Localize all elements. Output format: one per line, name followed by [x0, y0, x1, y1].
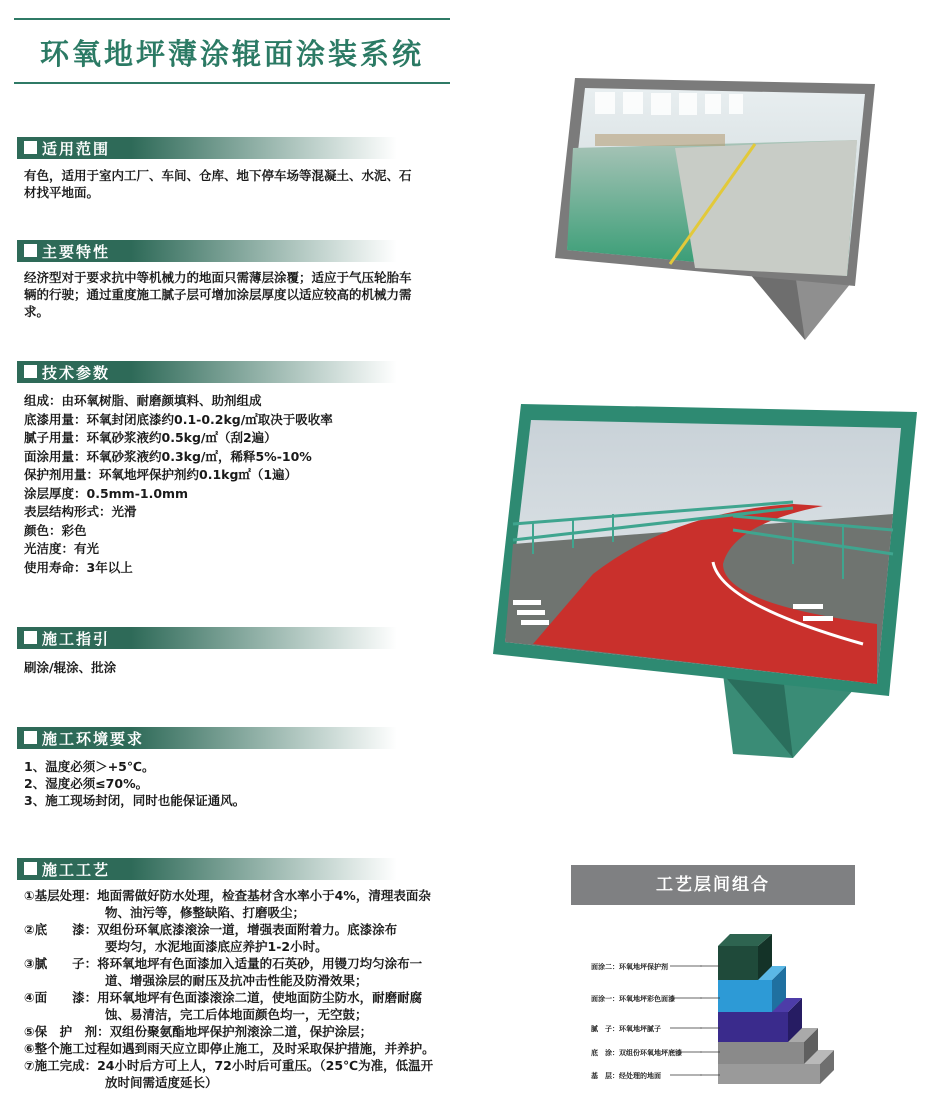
- spec-line: 保护剂用量：环氧地坪保护剂约0.1kg㎡（1遍）: [24, 467, 298, 482]
- square-bullet-icon: [24, 862, 37, 875]
- specs-text: [24, 392, 333, 577]
- step-label: ⑤保 护 剂：: [24, 1024, 110, 1039]
- layer-base: [718, 1064, 820, 1084]
- step-label: ④面 漆：: [24, 990, 98, 1005]
- layer-diagram-title: 工艺层间组合: [656, 875, 770, 895]
- title-rule-top: [14, 18, 450, 20]
- section-heading: 施工指引: [42, 630, 111, 648]
- text-line: 1、温度必须＞+5℃。: [24, 759, 155, 774]
- text-line: 辆的行驶；通过重度施工腻子层可增加涂层厚度以适应较高的机械力需: [24, 287, 412, 302]
- spec-line: 面涂用量：环氧砂浆液约0.3kg/㎡，稀释5%-10%: [24, 448, 312, 464]
- section-header-specs: [17, 361, 397, 383]
- spec-line: 组成：由环氧树脂、耐磨颜填料、助剂组成: [24, 393, 262, 408]
- text-line: 3、施工现场封闭，同时也能保证通风。: [24, 793, 246, 808]
- title-block: [14, 18, 450, 84]
- section-heading: 技术参数: [42, 364, 111, 382]
- section-heading: 施工工艺: [42, 861, 111, 879]
- layer-label: 腻 子：环氧地坪腻子: [591, 1025, 661, 1033]
- process-step: [24, 989, 494, 1006]
- spec-line: 底漆用量：环氧封闭底漆约0.1-0.2kg/㎡取决于吸收率: [24, 411, 333, 427]
- layer-primer: [718, 1042, 804, 1064]
- square-bullet-icon: [24, 731, 37, 744]
- text-line: 经济型对于要求抗中等机械力的地面只需薄层涂覆；适应于气压轮胎车: [24, 270, 412, 285]
- step-label: ③腻 子：: [24, 956, 98, 971]
- section-header-environment: [17, 727, 397, 749]
- step-text: 道、增强涂层的耐压及抗冲击性能及防滑效果；: [105, 973, 368, 988]
- step-text: 地面需做好防水处理，检查基材含水率小于4%，清理表面杂: [97, 888, 431, 903]
- layer-label: 面涂一：环氧地坪彩色面漆: [591, 995, 675, 1003]
- layer-topcoat-2: [718, 946, 758, 980]
- square-bullet-icon: [24, 141, 37, 154]
- process-steps: [24, 887, 494, 1091]
- process-step: [24, 887, 494, 904]
- step-text: 将环氧地坪有色面漆加入适量的石英砂，用镘刀均匀涂布一: [97, 956, 423, 971]
- page-title: 环氧地坪薄涂辊面涂装系统: [40, 37, 425, 71]
- layer-putty: [718, 1012, 788, 1042]
- step-text: 双组份环氧底漆滚涂一道，增强表面附着力。底漆涂布: [97, 922, 398, 937]
- section-header-features: [17, 240, 397, 262]
- process-step: [24, 955, 494, 972]
- section-header-scope: [17, 137, 397, 159]
- step-text: 蚀、易清洁，完工后体地面颜色均一，无空鼓；: [105, 1007, 368, 1022]
- title-rule-bottom: [14, 82, 450, 84]
- section-heading: 主要特性: [42, 243, 111, 261]
- step-text: 放时间需适度延长）: [105, 1075, 218, 1090]
- section-header-guide: [17, 627, 397, 649]
- scope-text: [24, 167, 412, 201]
- leader-lines: [670, 965, 702, 1080]
- layer-label: 面涂二：环氧地坪保护剂: [591, 963, 668, 971]
- red-road-photo: [493, 404, 917, 758]
- text-line: 求。: [24, 304, 50, 319]
- spec-line: 使用寿命：3年以上: [24, 559, 133, 575]
- text-line: 有色，适用于室内工厂、车间、仓库、地下停车场等混凝土、水泥、石: [24, 168, 412, 183]
- guide-text: [24, 659, 116, 676]
- section-header-process: [17, 858, 397, 880]
- spec-line: 腻子用量：环氧砂浆液约0.5kg/㎡（刮2遍）: [24, 430, 277, 445]
- process-step: [24, 921, 494, 938]
- section-heading: 施工环境要求: [42, 730, 145, 748]
- features-text: [24, 269, 412, 320]
- text-line: 材找平地面。: [24, 185, 100, 200]
- step-text: 要均匀，水泥地面漆底应养护1-2小时。: [105, 939, 328, 954]
- spec-line: 表层结构形式：光滑: [24, 504, 137, 519]
- layer-label: 底 涂：双组份环氧地坪底漆: [591, 1049, 682, 1057]
- step-text: 物、油污等，修整缺陷、打磨吸尘；: [105, 905, 306, 920]
- layer-label: 基 层：经处理的地面: [591, 1072, 661, 1080]
- spec-line: 光洁度：有光: [24, 541, 100, 556]
- text-line: 刷涂/辊涂、批涂: [24, 660, 117, 675]
- process-step: [24, 1057, 494, 1074]
- process-step: [24, 1023, 494, 1040]
- step-text: 24小时后方可上人，72小时后可重压。（25℃为准，低温开: [97, 1058, 434, 1073]
- section-heading: 适用范围: [42, 140, 111, 158]
- step-text: 用环氧地坪有色面漆滚涂二道，使地面防尘防水，耐磨耐腐: [97, 990, 423, 1005]
- spec-line: 颜色：彩色: [24, 522, 87, 538]
- square-bullet-icon: [24, 365, 37, 378]
- layer-stack-diagram: [700, 932, 840, 1092]
- step-text: 双组份聚氨酯地坪保护剂滚涂二道，保护涂层；: [109, 1024, 373, 1039]
- factory-floor-photo: [555, 78, 875, 340]
- environment-text: [24, 758, 245, 809]
- square-bullet-icon: [24, 244, 37, 257]
- process-step: [24, 1040, 494, 1057]
- layer-topcoat-1: [718, 980, 772, 1012]
- spec-line: 涂层厚度：0.5mm-1.0mm: [24, 485, 189, 501]
- text-line: 2、湿度必须≤70%。: [24, 776, 149, 791]
- step-label: ⑥整个施工过程如遇到雨天应立即停止施工，及时采取保护措施，并养护。: [24, 1041, 435, 1056]
- layer-diagram-title-bar: [571, 865, 855, 905]
- square-bullet-icon: [24, 631, 37, 644]
- step-label: ②底 漆：: [24, 922, 98, 937]
- step-label: ⑦施工完成：: [24, 1058, 98, 1073]
- step-label: ①基层处理：: [24, 888, 98, 903]
